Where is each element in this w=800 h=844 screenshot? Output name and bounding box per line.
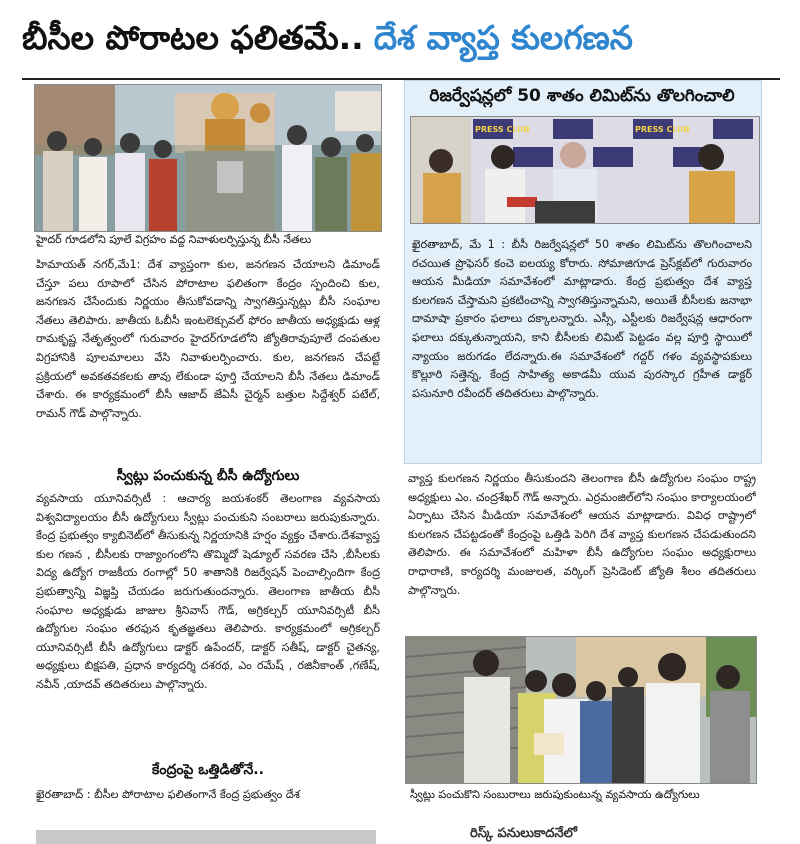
press-club-banner-1: PRESS CLUB xyxy=(475,125,530,134)
headline-black: బీసీల పోరాటల ఫలితమే.. xyxy=(22,17,364,57)
photo-press-meet-illustration xyxy=(411,117,759,223)
photo-statue-tribute xyxy=(34,84,382,232)
photo-sweets-celebration xyxy=(405,636,757,784)
photo1-caption: హైదర్ గూడలోని పూలే విగ్రహం వద్ద నివాళులర్పిస్తున్న బీసీ నేతలు xyxy=(36,233,312,246)
left-story2-body: వ్యవసాయ యూనివర్సిటీ : ఆచార్య జయశంకర్ తెలంగాణ వ్యవసాయ విశ్వవిద్యాలయం బీసీ ఉద్యోగులు స్వీట్లు పంచుకుని సంబరాలు జరుపుకున్నారు. కేంద్ర ప్రభుత్వం క్యాబినెట్‌లో తీసుకున్న నిర్ణయానికి హర్షం వ్యక్తం చేశారు.దేశవ్యాప్త కుల గణన , బీసీలకు రాజ్యాంగంలోని తొమ్మిదో షెడ్యూల్ సవరణ చేసి ,బీసీలకు విద్య ఉద్యోగ రాజకీయ రంగాల్లో 50 శాతానికి రిజర్వేషన్ పెంచాల్సిందిగా కేంద్ర ప్రభుత్వాన్ని విజ్ఞప్తి చేయడం జరుగుతుందన్నారు. తెలంగాణ జాతీయ బీసీ సంఘాల అధ్యక్షుడు జాజుల శ్రీనివాస్ గౌడ్, అగ్రికల్చర్ యూనివర్సిటీ బీసీ ఉద్యోగుల సంఘం తరఫున కృతజ్ఞతలు తెలిపారు. కార్యక్రమంలో అగ్రికల్చర్ యూనివర్సిటీ బీసీ ఉద్యోగులు డాక్టర్ ఉపేందర్, డాక్టర్ సతీష్, డాక్టర్ చైతన్య, అధ్యక్షులు బిక్షపతి, ప్రధాన కార్యదర్శి దశరథ, ఎం రమేష్ , రజినీకాంత్ ,గణేష్, నవీన్ ,యాదవ్ తదితరులు పాల్గొన్నారు. xyxy=(36,492,380,691)
left-story-body: హిమాయత్ నగర్,మే1: దేశ వ్యాప్తంగా కుల, జనగణన చేయాలని డిమాండ్ చేస్తూ పలు రూపాలో చేసిన పోరాటాల ఫలితంగా కేంద్రం స్పందించి కుల, జనగణన చేసేందుకు నిర్ణయం తీసుకోవడాన్ని స్వాగతిస్తున్నట్లు బీసీ సంఘాల నేతలు తెలిపారు. జాతీయ ఓబీసీ ఇంటలెక్చువల్ ఫోరం జాతీయ అధ్యక్షుడు ఆళ్ల రామకృష్ణ నేతృత్వంలో గురువారం హైదర్‌గూడలోని జ్యోతిరావుపూలే దంపతుల విగ్రహానికి పూలమాలలు వేసి నివాళులర్పించారు. కుల, జనగణన చేపట్టే ప్రక్రియలో అవకతవకలకు తావు లేకుండా పూర్తి చేయాలని బీసీ నేతలు డిమాండ్ చేశారు. ఈ కార్యక్రమంలో బీసీ ఆజాద్ జేఏసీ చైర్మన్ బత్తుల సిద్దేశ్వర్ పటేల్, రామన్ గౌడ్ పాల్గొన్నారు. xyxy=(36,258,380,420)
subhead-sweets: స్వీట్లు పంచుకున్న బీసీ ఉద్యోగులు xyxy=(116,468,300,484)
right-story2-body: వ్యాప్త కులగణన నిర్ణయం తీసుకుందని తెలంగాణ బీసీ ఉద్యోగుల సంఘం రాష్ట్ర అధ్యక్షులు ఎం. చంద్రశేఖర్ గౌడ్ అన్నారు. ఎర్రమంజిల్‌లోని సంఘం కార్యాలయంలో ఏర్పాటు చేసిన మీడియా సమావేశంలో ఆయన మాట్లాడారు. వివిధ రాష్ట్రాలో కులగణన చేపట్టడంతో కేంద్రంపై ఒత్తిడి పెరిగి దేశ వ్యాప్త కులగణన చేపడుతుందని తెలిపారు. ఈ సమావేశంలో మహిళా బీసీ ఉద్యోగుల సంఘం అధ్యక్షురాలు రాధారాణి, కార్యదర్శి మంజులత, వర్కింగ్ ప్రెసిడెంట్ జ్యోతి శీలం తదితరులు పాల్గొన్నారు. xyxy=(408,472,756,597)
headline xyxy=(22,8,782,74)
headline-blue: దేశ వ్యాప్త కులగణన xyxy=(373,17,633,57)
subhead-pressure: కేంద్రంపై ఒత్తిడితోనే.. xyxy=(152,762,264,778)
next-article-strip xyxy=(0,826,800,844)
next-article-title: రిస్క్ పనులుకాదనేలో xyxy=(470,826,577,841)
photo3-caption: స్వీట్లు పంచుకొని సంబురాలు జరుపుకుంటున్న వ్యవసాయ ఉద్యోగులు xyxy=(410,788,700,801)
photo-statue-illustration xyxy=(35,85,381,231)
photo-sweets-illustration xyxy=(406,637,756,783)
next-article-image-edge xyxy=(36,830,376,844)
photo-press-meet xyxy=(410,116,760,224)
press-club-banner-2: PRESS CLUB xyxy=(635,125,690,134)
left-story3-body: ఖైరతాబాద్ : బీసీల పోరాటాల ఫలితంగానే కేంద్ర ప్రభుత్వం దేశ xyxy=(36,788,300,801)
right-box-body: ఖైరతాబాద్, మే 1 : బీసీ రిజర్వేషన్లలో 50 శాతం లిమిట్‌ను తొలగించాలని రచయిత ప్రొఫెసర్ కంచె ఐలయ్య కోరారు. సోమాజిగూడ ప్రెస్‌క్లబ్‌లో గురువారం ఆయన మీడియా సమావేశంలో మాట్లాడారు. కేంద్ర ప్రభుత్వం దేశ వ్యాప్త కులగణన చేస్తామని ప్రకటించాన్ని స్వాగతిస్తున్నామని, అయితే బీసీలకు జనాభా దామాషా ప్రకారం ఫలాలు దక్కాలన్నారు. ఎస్సీ, ఎస్టీలకు రిజర్వేషన్ల ఆధారంగా ఫలాలు దక్కుతున్నాయని, కాని బీసీలకు లిమిట్ పెట్టడం వల్ల పూర్తి స్థాయిలో న్యాయం జరుగడం లేదన్నారు.ఈ సమావేశంలో గద్దర్ గళం వ్యవస్థాపకులు కొల్లూరి సత్తెన్న, కేంద్ర సాహిత్య అకాడమీ యువ పురస్కార గ్రహీత డాక్టర్ పసునూరి రవీందర్ తదితరులు పాల్గొన్నారు. xyxy=(412,238,752,400)
right-box-title: రిజర్వేషన్లలో 50 శాతం లిమిట్‌ను తొలగించాలి xyxy=(429,86,735,106)
